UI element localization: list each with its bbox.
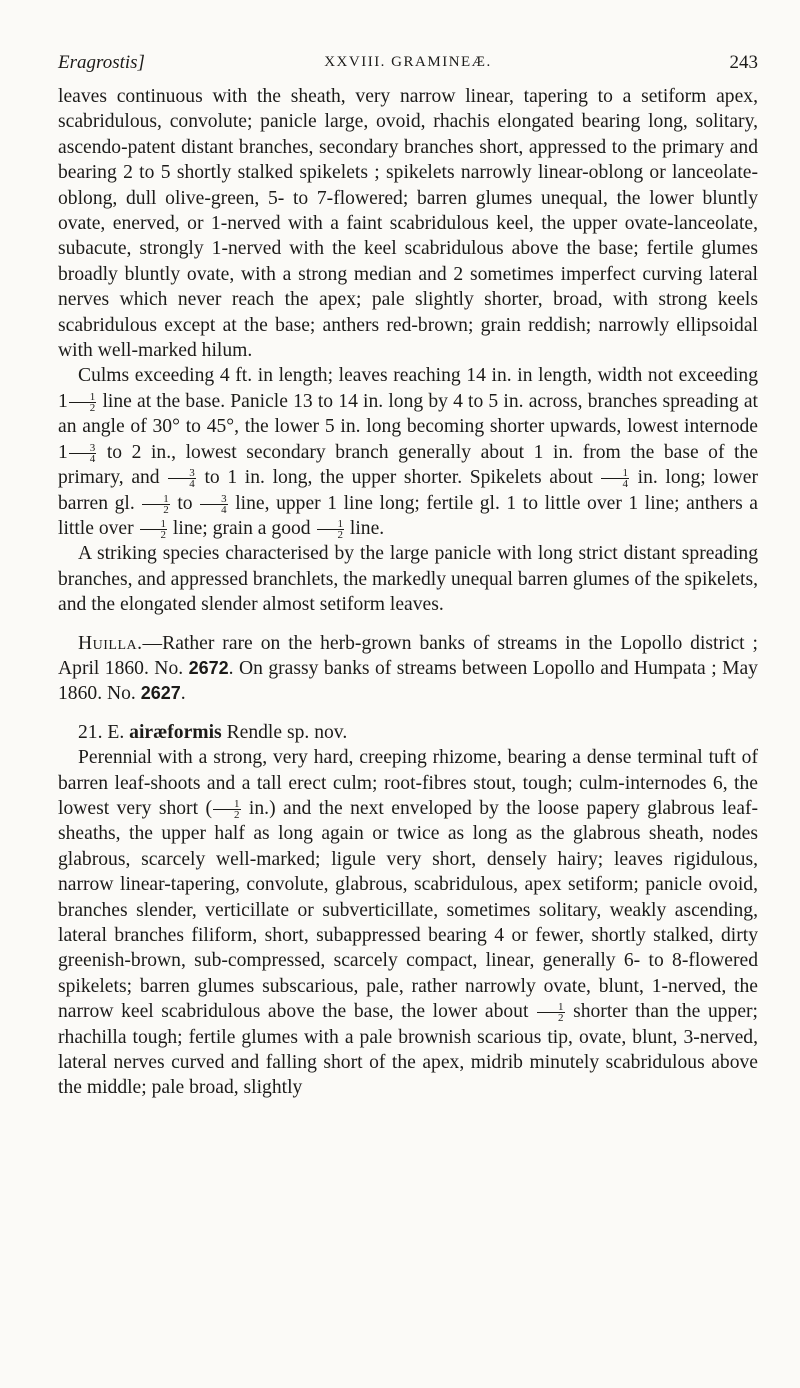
fraction xyxy=(168,468,196,489)
numerator: 1 xyxy=(317,519,345,530)
fraction xyxy=(140,519,168,540)
text-run: . On grassy banks of streams between Lopollo and Humpata ; May 1860. No. xyxy=(58,657,758,705)
page xyxy=(58,52,758,1101)
numerator: 1 xyxy=(537,1002,565,1013)
fraction xyxy=(200,494,228,515)
locality-name: Huilla. xyxy=(78,632,143,654)
numerator: 3 xyxy=(69,443,97,454)
text-run: in.) and the next enveloped by the loose papery glabrous leaf-sheaths, the upper half as long again or twice as long as the glabrous sheath, nodes glabrous, scarcely well-marked; ligule very short, densely hairy; leaves rigidulous, narrow linear-tapering, convolute, glabrous, scabridulous, apex setiform; panicle ovoid, branches slender, verticillate or subverticillate, sometimes solitary, weakly ascending, lateral branches filiform, short, subappressed bearing 4 or fewer, shortly stalked, dirty greenish-brown, sub-compressed, scarcely compact, linear, generally 6- to 8-flowered spikelets; barren glumes subscarious, pale, rather narrowly ovate, blunt, 1-nerved, the narrow keel scabridulous above the base, the lower about xyxy=(58,797,758,1023)
page-number: 243 xyxy=(729,52,758,73)
description-text: leaves continuous with the sheath, very narrow linear, tapering to a setiform apex, scabridulous, convolute; panicle large, ovoid, rhachis elongated bearing long, solitary, ascendo-patent distant branches, secondary branches short, appressed to the primary and bearing 2 to 5 shortly stalked spikelets ; spikelets narrowly linear-oblong or lanceolate-oblong, dull olive-green, 5- to 7-flowered; barren glumes unequal, the lower bluntly ovate, enerved, or 1-nerved with a faint scabridulous keel, the upper ovate-lanceolate, subacute, strongly 1-nerved with the keel scabridulous above the base; fertile glumes broadly bluntly ovate, with a strong median and 2 sometimes imperfect curving lateral nerves which never reach the apex; pale slightly shorter, broad, with strong keels scabridulous except at the base; anthers red-brown; grain reddish; narrowly ellipsoidal with well-marked hilum. xyxy=(58,86,758,362)
text-run: Perennial with a strong, very hard, creeping rhizome, bearing a dense terminal tuft of barren leaf-shoots and a tall erect culm; root-fibres stout, tough; culm-internodes 6, the lowest very short ( xyxy=(58,747,758,819)
text-run: in. long; lower barren gl. xyxy=(58,467,758,514)
fraction xyxy=(537,1002,565,1023)
species-author: Rendle sp. nov. xyxy=(226,721,348,743)
page-body xyxy=(58,84,758,1101)
text-run: to xyxy=(170,492,200,514)
denominator: 2 xyxy=(337,528,343,541)
species-description xyxy=(58,745,758,1101)
numerator: 1 xyxy=(140,519,168,530)
fraction xyxy=(142,494,170,515)
fraction xyxy=(69,443,97,464)
measurements-paragraph xyxy=(58,363,758,541)
text-run: line. xyxy=(345,517,385,539)
denominator: 4 xyxy=(189,478,195,491)
species-epithet: airæformis xyxy=(129,721,222,743)
text-run: Culms exceeding 4 ft. in length; leaves reaching 14 in. in length, width not exceeding 1 xyxy=(58,365,758,412)
numerator: 1 xyxy=(69,392,97,403)
denominator: 4 xyxy=(622,478,628,491)
fraction xyxy=(317,519,345,540)
numerator: 3 xyxy=(168,468,196,479)
numerator: 3 xyxy=(200,494,228,505)
denominator: 2 xyxy=(89,401,96,414)
running-head xyxy=(58,52,758,84)
spacer xyxy=(58,618,758,631)
denominator: 4 xyxy=(221,503,227,516)
header-genus: Eragrostis] xyxy=(58,52,145,73)
species-heading xyxy=(58,720,758,745)
text-run: shorter than the upper; rhachilla tough; fertile glumes with a pale brownish scarious tip, ovate, blunt, 3-nerved, lateral nerves curved and falling short of the apex, midrib minutely scabridulous above the middle; pale broad, slightly xyxy=(58,1001,758,1099)
text-run: to 2 in., lowest secondary branch generally about 1 in. from the base of the primary, and xyxy=(58,441,758,489)
denominator: 2 xyxy=(160,528,167,541)
text-run: to 1 in. long, the upper shorter. Spikelets about xyxy=(196,467,601,489)
denominator: 2 xyxy=(558,1012,564,1025)
numerator: 1 xyxy=(601,468,629,479)
description-paragraph xyxy=(58,84,758,363)
fraction xyxy=(69,392,97,413)
denominator: 4 xyxy=(89,452,96,465)
numerator: 1 xyxy=(142,494,170,505)
spacer xyxy=(58,707,758,720)
specimen-number: 2627 xyxy=(140,683,181,704)
text-run: line, upper 1 line long; fertile gl. 1 to little over 1 line; anthers a little over xyxy=(58,492,758,539)
text-run: —Rather rare on the herb-grown banks of streams in the Lopollo district ; April 1860. No. xyxy=(58,632,758,679)
text-run: line; grain a good xyxy=(168,517,316,539)
denominator: 2 xyxy=(234,808,240,821)
text-run: . xyxy=(180,683,186,705)
fraction xyxy=(213,799,241,820)
locality-paragraph xyxy=(58,631,758,707)
fraction xyxy=(601,468,629,489)
specimen-number: 2672 xyxy=(188,657,229,678)
header-family: XXVIII. GRAMINEÆ. xyxy=(324,54,492,70)
remarks-paragraph: A striking species characterised by the large panicle with long strict distant spreading branches, and appressed branchlets, the markedly unequal barren glumes of the spikelets, and the elongated slender almost setiform leaves. xyxy=(58,543,758,616)
species-number: 21. E. xyxy=(78,721,125,743)
denominator: 2 xyxy=(163,503,169,516)
text-run: line at the base. Panicle 13 to 14 in. long by 4 to 5 in. across, branches spreading at an angle of 30° to 45°, the lower 5 in. long becoming shorter upwards, lowest internode 1 xyxy=(58,390,758,463)
numerator: 1 xyxy=(213,799,241,810)
